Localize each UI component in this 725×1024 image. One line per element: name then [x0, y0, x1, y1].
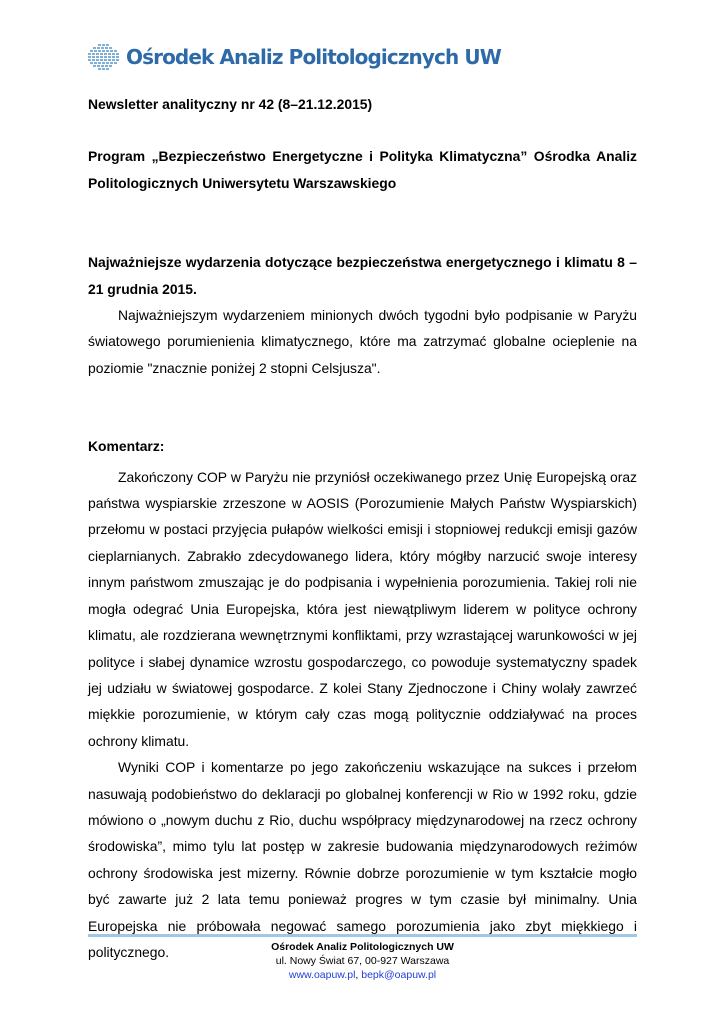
header-logo	[88, 42, 501, 72]
comment-heading: Komentarz:	[88, 438, 165, 455]
website-link[interactable]: www.oapuw.pl	[288, 969, 356, 981]
footer-divider	[88, 934, 637, 937]
program-title: Program „Bezpieczeństwo Energetyczne i Polityka Klimatyczna” Ośrodka Analiz Politologicznych Uniwersytetu Warszawskiego	[88, 148, 637, 191]
document-body	[88, 91, 637, 965]
globe-grid-icon	[88, 44, 120, 70]
footer-address: ul. Nowy Świat 67, 00-927 Warszawa	[275, 955, 450, 967]
comment-paragraph-1: Zakończony COP w Paryżu nie przyniósł oczekiwanego przez Unię Europejską oraz państwa wyspiarskie zrzeszone w AOSIS (Porozumienie Małych Państw Wyspiarskich) przełomu w postaci przyjęcia pułapów wielkości emisji i stopniowej redukcji emisji gazów cieplarnianych. Zabrakło zdecydowanego lidera, który mógłby narzucić swoje interesy innym państwom zmuszając je do podpisania i wypełnienia porozumienia. Takiej roli nie mogła odegrać Unia Europejska, która jest niewątpliwym liderem w polityce ochrony klimatu, ale rozdzierana wewnętrznymi konfliktami, przy wzrastającej warunkowości w jej polityce i słabej dynamice wzrostu gospodarczego, co powoduje systematyczny spadek jej udziału w światowej gospodarce. Z kolei Stany Zjednoczone i Chiny wolały zawrzeć miękkie porozumienie, w którym cały czas mogą politycznie oddziaływać na proces ochrony klimatu.	[88, 468, 637, 749]
events-paragraph: Najważniejszym wydarzeniem minionych dwóch tygodni było podpisanie w Paryżu światowego porumienienia klimatycznego, które ma zatrzymać globalne ocieplenie na poziomie "znacznie poniżej 2 stopni Celsjusza".	[88, 307, 637, 376]
logo-text: Ośrodek Analiz Politologicznych UW	[126, 45, 501, 69]
newsletter-title: Newsletter analityczny nr 42 (8–21.12.2015)	[88, 96, 373, 112]
section-gap	[88, 381, 637, 433]
email-link[interactable]: bepk@oapuw.pl	[361, 969, 437, 981]
contact-separator: ,	[355, 969, 362, 981]
footer-contacts	[88, 968, 637, 982]
page-footer	[88, 940, 637, 982]
comment-paragraph-2: Wyniki COP i komentarze po jego zakończeniu wskazujące na sukces i przełom nasuwają podobieństwo do deklaracji po globalnej konferencji w Rio w 1992 roku, gdzie mówiono o „nowym duchu z Rio, duchu współpracy międzynarodowej na rzecz ochrony środowiska”, mimo tylu lat postęp w zakresie budowania międzynarodowych reżimów ochrony środowiska jest mizerny. Równie dobrze porozumienie w tym kształcie mogło być zawarte już 2 lata temu ponieważ progres w tym czasie był minimalny. Unia Europejska nie próbowała negować samego porozumienia jako zbyt miękkiego i politycznego.	[88, 759, 637, 960]
footer-org: Ośrodek Analiz Politologicznych UW	[271, 941, 454, 953]
events-heading: Najważniejsze wydarzenia dotyczące bezpieczeństwa energetycznego i klimatu 8 – 21 grudnia 2015.	[88, 254, 637, 297]
